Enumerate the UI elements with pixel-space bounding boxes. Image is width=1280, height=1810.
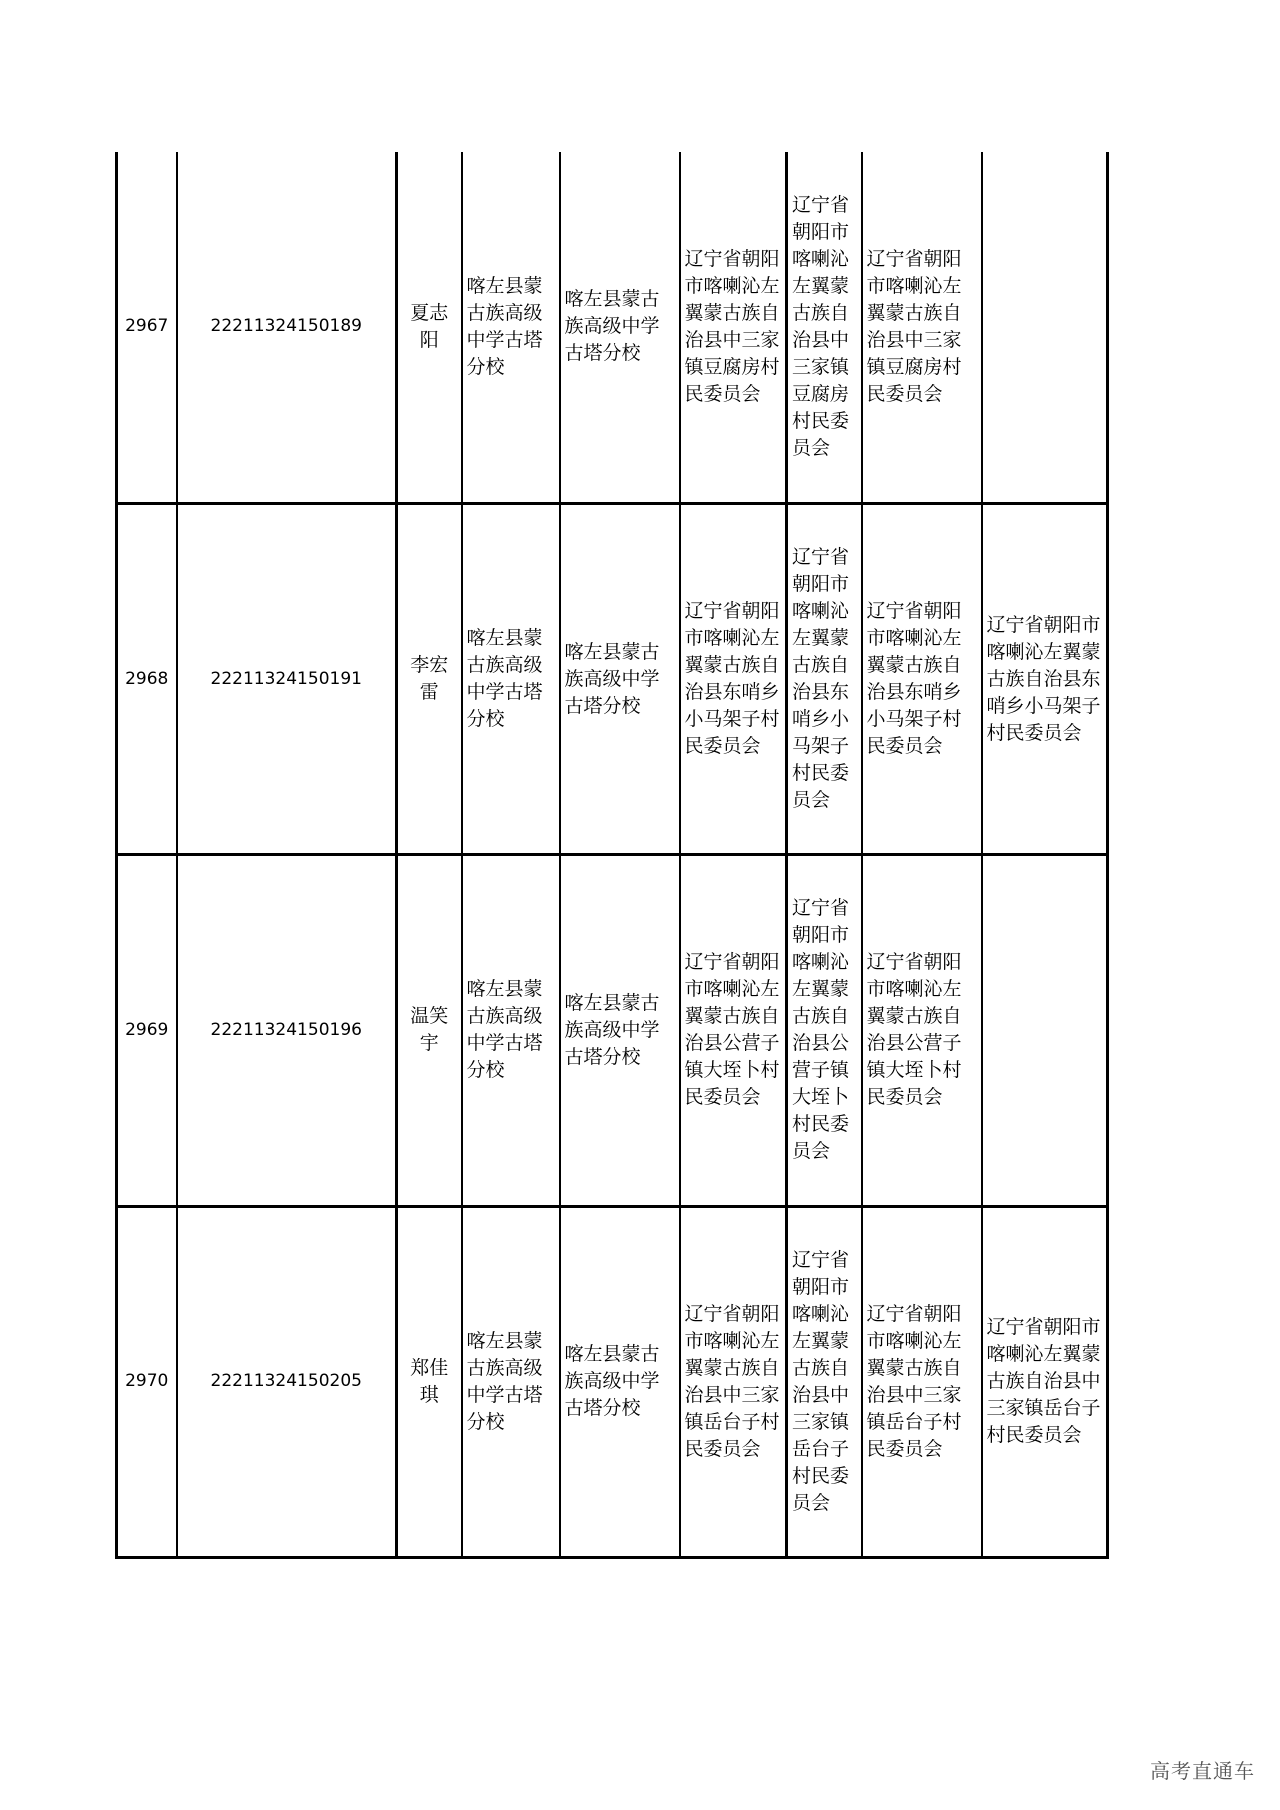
address-1-cell: 辽宁省朝阳市喀喇沁左翼蒙古族自治县中三家镇豆腐房村民委员会: [680, 152, 787, 503]
school-2-cell: 喀左县蒙古族高级中学古塔分校: [560, 855, 680, 1206]
candidate-id-cell: 22211324150205: [177, 1206, 397, 1557]
address-2-cell: 辽宁省朝阳市喀喇沁左翼蒙古族自治县中三家镇岳台子村民委员会: [787, 1206, 862, 1557]
table-row: [117, 1206, 1108, 1557]
address-3-cell: 辽宁省朝阳市喀喇沁左翼蒙古族自治县中三家镇岳台子村民委员会: [862, 1206, 982, 1557]
seq-cell: 2968: [117, 503, 177, 854]
address-2-cell: 辽宁省朝阳市喀喇沁左翼蒙古族自治县中三家镇豆腐房村民委员会: [787, 152, 862, 503]
name-cell: 李宏雷: [397, 503, 462, 854]
seq-cell: 2967: [117, 152, 177, 503]
address-2-cell: 辽宁省朝阳市喀喇沁左翼蒙古族自治县公营子镇大垤卜村民委员会: [787, 855, 862, 1206]
candidate-id-cell: 22211324150191: [177, 503, 397, 854]
school-cell: 喀左县蒙古族高级中学古塔分校: [462, 855, 560, 1206]
address-1-cell: 辽宁省朝阳市喀喇沁左翼蒙古族自治县中三家镇岳台子村民委员会: [680, 1206, 787, 1557]
name-cell: 夏志阳: [397, 152, 462, 503]
seq-cell: 2969: [117, 855, 177, 1206]
address-4-cell: 辽宁省朝阳市喀喇沁左翼蒙古族自治县东哨乡小马架子村民委员会: [982, 503, 1108, 854]
candidate-id-cell: 22211324150189: [177, 152, 397, 503]
address-3-cell: 辽宁省朝阳市喀喇沁左翼蒙古族自治县公营子镇大垤卜村民委员会: [862, 855, 982, 1206]
candidate-id-cell: 22211324150196: [177, 855, 397, 1206]
address-4-cell: [982, 152, 1108, 503]
address-4-cell: 辽宁省朝阳市喀喇沁左翼蒙古族自治县中三家镇岳台子村民委员会: [982, 1206, 1108, 1557]
school-2-cell: 喀左县蒙古族高级中学古塔分校: [560, 152, 680, 503]
address-2-cell: 辽宁省朝阳市喀喇沁左翼蒙古族自治县东哨乡小马架子村民委员会: [787, 503, 862, 854]
address-4-cell: [982, 855, 1108, 1206]
address-3-cell: 辽宁省朝阳市喀喇沁左翼蒙古族自治县中三家镇豆腐房村民委员会: [862, 152, 982, 503]
table-row: [117, 855, 1108, 1206]
school-cell: 喀左县蒙古族高级中学古塔分校: [462, 503, 560, 854]
address-3-cell: 辽宁省朝阳市喀喇沁左翼蒙古族自治县东哨乡小马架子村民委员会: [862, 503, 982, 854]
table-row: [117, 503, 1108, 854]
school-2-cell: 喀左县蒙古族高级中学古塔分校: [560, 1206, 680, 1557]
school-cell: 喀左县蒙古族高级中学古塔分校: [462, 1206, 560, 1557]
address-1-cell: 辽宁省朝阳市喀喇沁左翼蒙古族自治县东哨乡小马架子村民委员会: [680, 503, 787, 854]
school-2-cell: 喀左县蒙古族高级中学古塔分校: [560, 503, 680, 854]
address-1-cell: 辽宁省朝阳市喀喇沁左翼蒙古族自治县公营子镇大垤卜村民委员会: [680, 855, 787, 1206]
roster-table: [115, 152, 1109, 1559]
table-row: [117, 152, 1108, 503]
name-cell: 郑佳琪: [397, 1206, 462, 1557]
watermark: 高考直通车: [1150, 1759, 1255, 1783]
seq-cell: 2970: [125, 1371, 169, 1392]
name-cell: 温笑宇: [397, 855, 462, 1206]
school-cell: 喀左县蒙古族高级中学古塔分校: [462, 152, 560, 503]
